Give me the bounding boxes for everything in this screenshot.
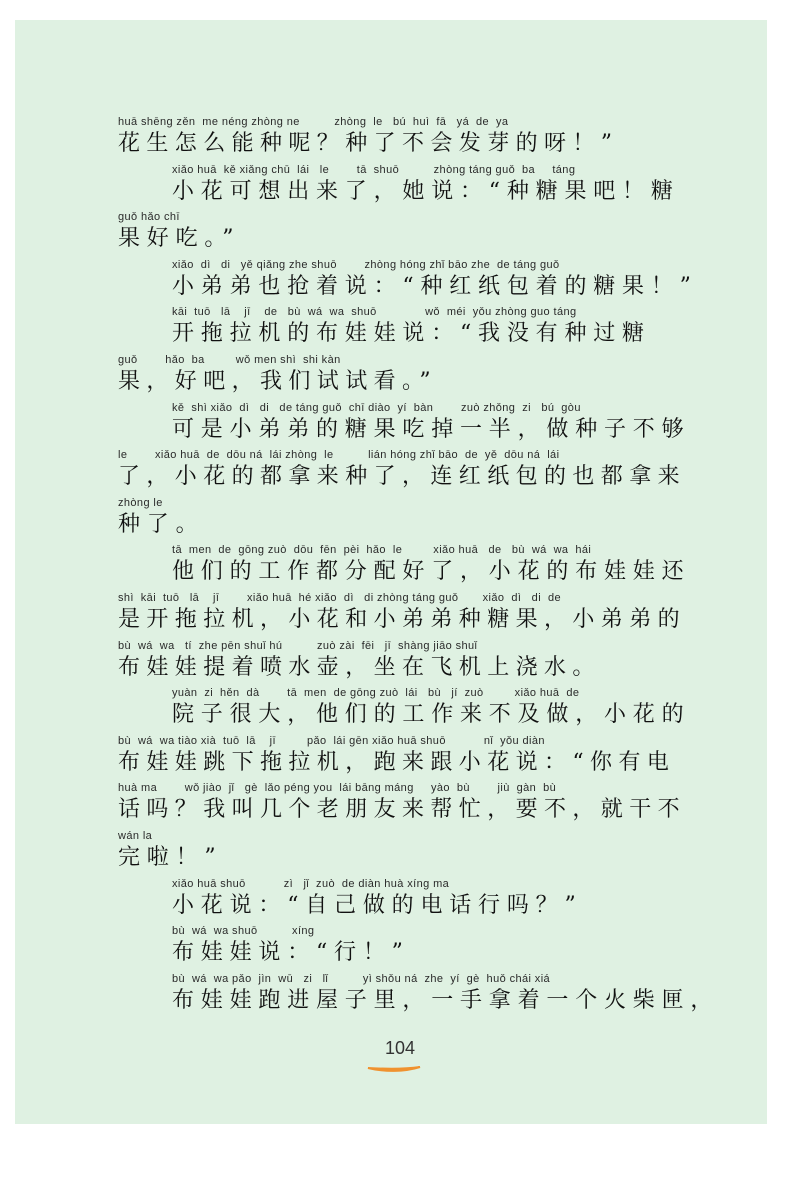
text-line <box>118 780 687 828</box>
text-line <box>118 542 691 590</box>
chinese-text: 布娃娃跑进屋子里，一手拿着一个火柴匣， <box>172 987 720 1013</box>
text-line <box>118 971 720 1019</box>
text-line <box>118 685 691 733</box>
pinyin-annotation: huā shēng zěn me néng zhòng ne zhòng le bú huì fā yá de ya <box>118 116 509 128</box>
text-line <box>118 447 687 495</box>
text-block <box>118 114 720 1018</box>
text-line <box>118 638 680 686</box>
chinese-text: 院子很大，他们的工作来不及做，小花的 <box>172 702 691 728</box>
page-number: 104 <box>384 1038 416 1058</box>
text-line <box>118 209 680 257</box>
text-line <box>118 495 680 543</box>
pinyin-annotation: kě shì xiǎo dì di de táng guǒ chī diào yí bàn zuò zhǒng zi bú gòu <box>172 401 581 414</box>
pinyin-annotation: tā men de gōng zuò dōu fēn pèi hǎo le xiǎo huā de bù wá wa hái <box>172 544 592 557</box>
chinese-text: 布娃娃提着喷水壶，坐在飞机上浇水。 <box>118 654 601 680</box>
chinese-text: 果好吃。” <box>118 226 241 252</box>
pinyin-annotation: xiǎo huā kě xiǎng chū lái le tā shuō zhòng táng guǒ ba táng <box>172 163 576 176</box>
chinese-text: 小花可想出来了，她说：“种糖果吧！糖 <box>172 178 680 204</box>
pinyin-annotation: guǒ hǎo chī <box>118 211 180 224</box>
chinese-text: 小弟弟也抢着说：“种红纸包着的糖果！” <box>172 273 698 299</box>
chinese-text: 布娃娃说：“行！” <box>172 940 410 966</box>
text-line <box>118 590 687 638</box>
text-line <box>118 162 680 210</box>
chinese-text: 可是小弟弟的糖果吃掉一半，做种子不够 <box>172 416 691 442</box>
pinyin-annotation: bù wá wa tí zhe pēn shuǐ hú zuò zài fēi jī shàng jiāo shuǐ <box>118 639 478 652</box>
pinyin-annotation: kāi tuō lā jī de bù wá wa shuō wǒ méi yǒu zhòng guo táng <box>172 306 577 319</box>
pinyin-annotation: bù wá wa pǎo jìn wū zi lǐ yì shǒu ná zhe yí gè huǒ chái xiá <box>172 972 551 985</box>
pinyin-annotation: xiǎo huā shuō zì jǐ zuò de diàn huà xíng ma <box>172 877 450 890</box>
chinese-text: 是开拖拉机，小花和小弟弟种糖果，小弟弟的 <box>118 606 687 632</box>
text-line <box>118 257 698 305</box>
pinyin-annotation: bù wá wa tiào xià tuō lā jī pǎo lái gēn xiǎo huā shuō nǐ yǒu diàn <box>118 734 545 747</box>
chinese-text: 开拖拉机的布娃娃说：“我没有种过糖 <box>172 321 651 347</box>
page-number-swoosh <box>366 1063 422 1073</box>
pinyin-annotation: shì kāi tuō lā jī xiǎo huā hé xiǎo dì di zhòng táng guǒ xiǎo dì di de <box>118 591 561 604</box>
chinese-text: 了，小花的都拿来种了，连红纸包的也都拿来 <box>118 464 687 490</box>
text-line <box>118 304 680 352</box>
chinese-text: 话吗？我叫几个老朋友来帮忙，要不，就干不 <box>118 797 687 823</box>
text-line <box>118 400 691 448</box>
text-line <box>118 352 680 400</box>
pinyin-annotation: xiǎo dì di yě qiǎng zhe shuō zhòng hóng zhǐ bāo zhe de táng guǒ <box>172 258 560 271</box>
chinese-text: 花生怎么能种呢？种了不会发芽的呀！” <box>118 131 619 156</box>
pinyin-annotation: bù wá wa shuō xíng <box>172 925 315 938</box>
chinese-text: 种了。 <box>118 511 205 537</box>
swoosh-stroke <box>368 1067 420 1071</box>
chinese-text: 完啦！” <box>118 844 223 870</box>
text-line <box>118 923 680 971</box>
pinyin-annotation: guǒ hǎo ba wǒ men shì shi kàn <box>118 353 341 366</box>
chinese-text: 他们的工作都分配好了，小花的布娃娃还 <box>172 559 691 585</box>
pinyin-annotation: zhòng le <box>118 496 163 509</box>
pinyin-annotation: le xiǎo huā de dōu ná lái zhòng le lián hóng zhǐ bāo de yě dōu ná lái <box>118 449 560 462</box>
chinese-text: 小花说：“自己做的电话行吗？” <box>172 892 583 918</box>
text-line <box>118 876 680 924</box>
pinyin-annotation: huà ma wǒ jiào jǐ gè lǎo péng you lái bāng máng yào bù jiù gàn bù <box>118 782 557 795</box>
pinyin-annotation: wán la <box>118 829 153 842</box>
text-line <box>118 114 680 162</box>
chinese-text: 布娃娃跳下拖拉机，跑来跟小花说：“你有电 <box>118 749 676 775</box>
pinyin-annotation: yuàn zi hěn dà tā men de gōng zuò lái bù jí zuò xiǎo huā de <box>172 687 580 700</box>
text-line <box>118 828 680 876</box>
chinese-text: 果，好吧，我们试试看。” <box>118 368 438 394</box>
text-line <box>118 733 680 781</box>
